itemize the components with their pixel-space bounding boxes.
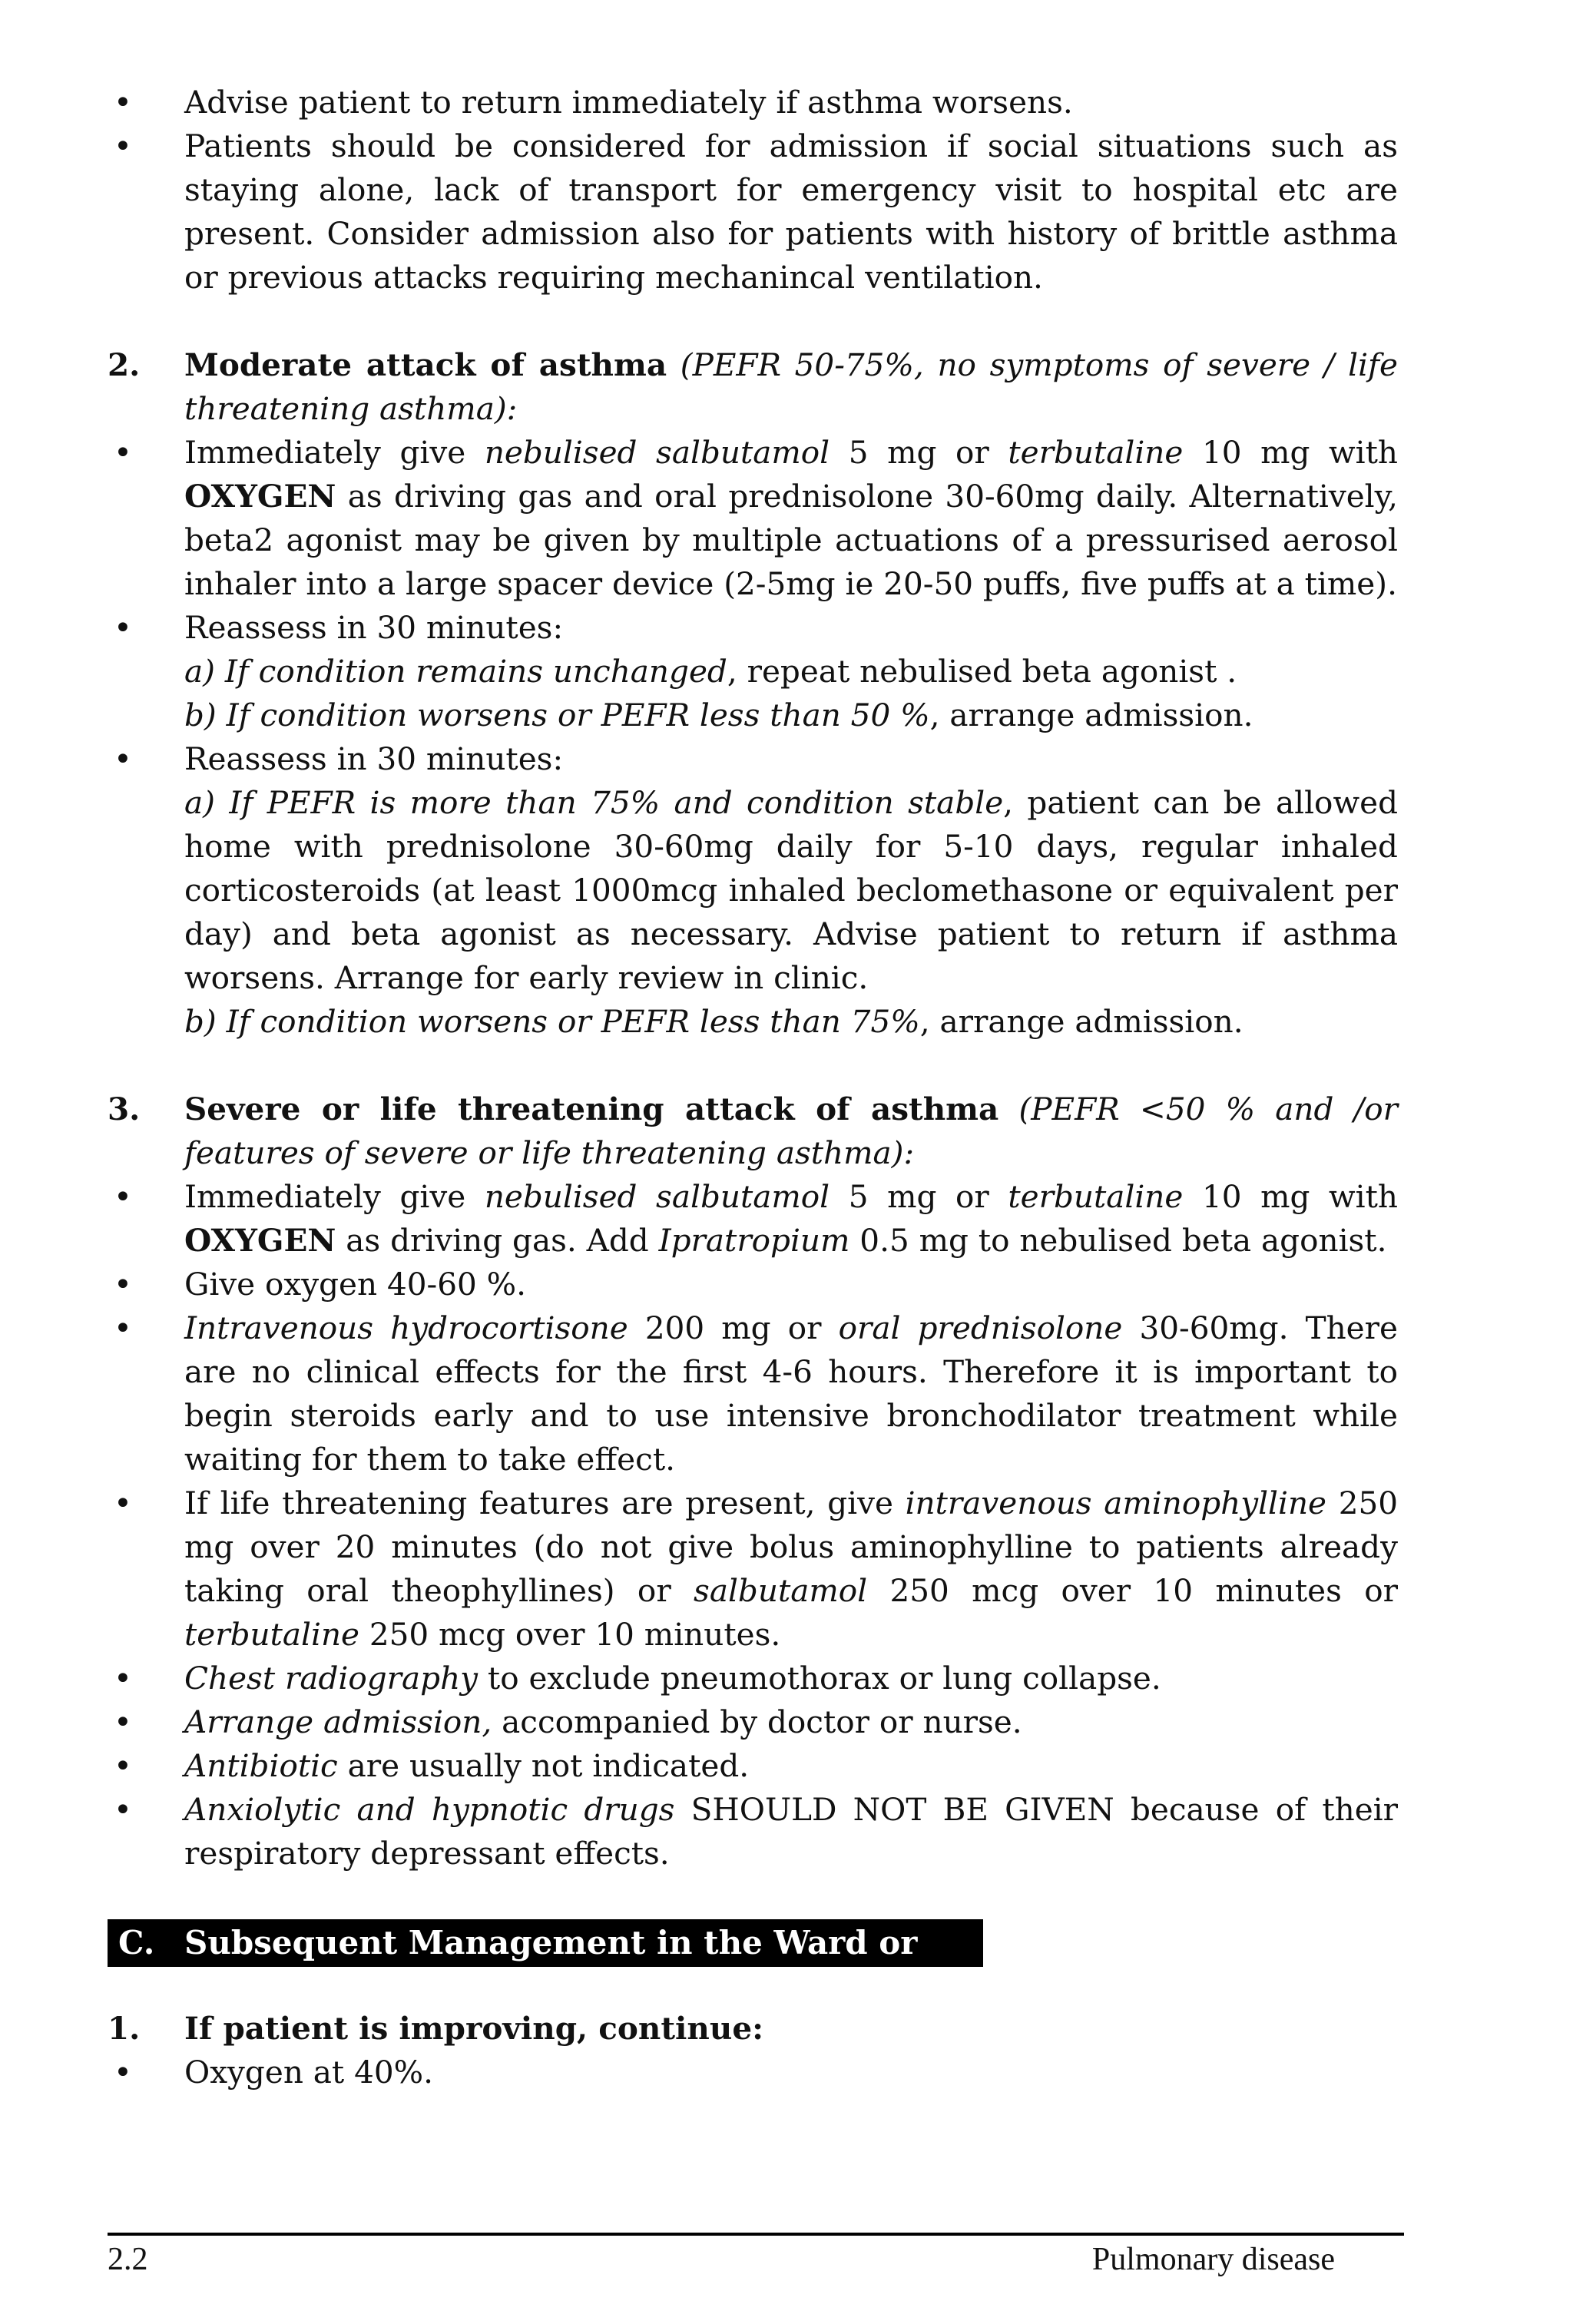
list-item xyxy=(108,1175,1398,1263)
text-run: accompanied by doctor or nurse. xyxy=(492,1703,1022,1740)
section-c-banner xyxy=(108,1919,983,2009)
list-item xyxy=(108,81,1398,124)
drug-name: intravenous aminophylline xyxy=(905,1485,1327,1521)
drug-name: terbutaline xyxy=(184,1616,359,1653)
list-item xyxy=(108,431,1398,606)
list-item xyxy=(108,1263,1398,1306)
drug-name: nebulised salbutamol xyxy=(484,434,830,471)
list-item xyxy=(108,1744,1398,1788)
text-run: 10 mg with xyxy=(1183,1178,1398,1215)
condition-text: b) If condition worsens or PEFR less than 50 % xyxy=(184,697,930,733)
text-run: If life threatening features are present, give xyxy=(184,1485,906,1521)
drug-name: Ipratropium xyxy=(658,1222,850,1259)
footer-divider xyxy=(108,2233,1404,2236)
text-run: to exclude pneumothorax or lung collapse. xyxy=(478,1660,1161,1697)
text-run: 10 mg with xyxy=(1183,434,1398,471)
bullet-marker: • xyxy=(114,84,132,121)
drug-name: Intravenous hydrocortisone xyxy=(184,1309,628,1346)
list-item xyxy=(108,1481,1398,1657)
text-run: , repeat nebulised beta agonist . xyxy=(727,653,1237,690)
bullet-marker: • xyxy=(114,1309,132,1346)
list-item xyxy=(108,1657,1398,1700)
heading-number: 3. xyxy=(108,1091,141,1127)
text-run: 200 mg or xyxy=(628,1309,839,1346)
list-item xyxy=(108,2051,1398,2094)
list-item xyxy=(108,606,1398,737)
heading-qualifier: (PEFR <50 % and /or features of severe or life threatening asthma): xyxy=(184,1091,1399,1171)
bullet-marker: • xyxy=(114,609,132,646)
page-number: 2.2 xyxy=(108,2242,148,2277)
text-run: 250 mg over 20 minutes (do not give bolus aminophylline to patients already taking oral theophyllines) or xyxy=(184,1485,1398,1609)
paragraph-text: Advise patient to return immediately if asthma worsens. xyxy=(184,84,1073,121)
sub-item xyxy=(184,694,1398,737)
condition-text: b) If condition worsens or PEFR less than 75% xyxy=(184,1003,920,1040)
bullet-marker: • xyxy=(114,740,132,777)
text-run: Reassess in 30 minutes: xyxy=(184,609,564,646)
text-run: Give oxygen 40-60 %. xyxy=(184,1266,526,1303)
text-run: 250 mcg over 10 minutes. xyxy=(359,1616,781,1653)
text-run: Immediately give xyxy=(184,434,485,471)
list-item xyxy=(108,1306,1398,1481)
emphasis-text: OXYGEN xyxy=(184,478,336,515)
heading-title: Severe or life threatening attack of asthma xyxy=(184,1091,999,1127)
spacer xyxy=(108,1044,1398,1088)
text-run: , arrange admission. xyxy=(919,1003,1243,1040)
emphasis-text: OXYGEN xyxy=(184,1222,336,1259)
emphasis-text: Antibiotic xyxy=(184,1747,338,1784)
section-letter: C. xyxy=(118,1924,155,1961)
text-run: 250 mcg over 10 minutes or xyxy=(867,1572,1398,1609)
sub-item xyxy=(184,1000,1398,1044)
condition-text: a) If PEFR is more than 75% and condition stable xyxy=(184,784,1004,821)
bullet-marker: • xyxy=(114,1266,132,1303)
list-item xyxy=(108,124,1398,300)
text-run: 5 mg or xyxy=(830,434,1008,471)
text-run: as driving gas and oral prednisolone 30-60mg daily. Alternatively, beta2 agonist may be given by multiple actuations of a pressurised aerosol inhaler into a large spacer device (2-5mg ie 20-50 puffs, five puffs at a time). xyxy=(184,478,1398,602)
text-run: 5 mg or xyxy=(830,1178,1008,1215)
drug-name: oral prednisolone xyxy=(838,1309,1123,1346)
page-content xyxy=(108,81,1398,2094)
drug-name: nebulised salbutamol xyxy=(484,1178,830,1215)
bullet-marker: • xyxy=(114,1703,132,1740)
bullet-marker: • xyxy=(114,1485,132,1521)
drug-name: terbutaline xyxy=(1008,1178,1184,1215)
emphasis-text: Chest radiography xyxy=(184,1660,479,1697)
list-item xyxy=(108,1788,1398,1875)
paragraph-text: Patients should be considered for admission if social situations such as staying alone, lack of transport for emergency visit to hospital etc are present. Consider admission also for patients with history of brittle asthma or previous attacks requiring mechanincal ventilation. xyxy=(184,127,1398,296)
condition-text: a) If condition remains unchanged xyxy=(184,653,727,690)
sub-item xyxy=(184,781,1398,1000)
heading-title: If patient is improving, continue: xyxy=(184,2010,764,2047)
heading-number: 1. xyxy=(108,2010,141,2047)
emphasis-text: Anxiolytic and hypnotic drugs xyxy=(184,1791,675,1828)
drug-name: terbutaline xyxy=(1008,434,1184,471)
bullet-marker: • xyxy=(114,1178,132,1215)
text-run: , arrange admission. xyxy=(929,697,1253,733)
chapter-title: Pulmonary disease xyxy=(1091,2242,1335,2277)
list-item xyxy=(108,1700,1398,1744)
text-run: are usually not indicated. xyxy=(337,1747,750,1784)
drug-name: salbutamol xyxy=(694,1572,868,1609)
spacer xyxy=(108,300,1398,343)
bullet-marker: • xyxy=(114,434,132,471)
section-heading-moderate xyxy=(108,343,1398,431)
text-run: , patient can be allowed home with prednisolone 30-60mg daily for 5-10 days, regular inhaled corticosteroids (at least 1000mcg inhaled beclomethasone or equivalent per day) and beta agonist as necessary. Advise patient to return if asthma worsens. Arrange for early review in clinic. xyxy=(184,784,1398,996)
sub-item xyxy=(184,650,1398,694)
bullet-marker: • xyxy=(114,1747,132,1784)
section-heading-severe xyxy=(108,1088,1398,1175)
text-run: SHOULD NOT BE GIVEN because of their respiratory depressant effects. xyxy=(184,1791,1398,1872)
heading-title: Moderate attack of asthma xyxy=(184,346,667,383)
text-run: Oxygen at 40%. xyxy=(184,2054,433,2091)
section-heading-improving xyxy=(108,2007,1398,2051)
spacer xyxy=(108,1875,1398,1919)
bullet-marker: • xyxy=(114,1660,132,1697)
text-run: 0.5 mg to nebulised beta agonist. xyxy=(849,1222,1387,1259)
bullet-marker: • xyxy=(114,127,132,164)
list-item xyxy=(108,737,1398,1044)
emphasis-text: Arrange admission, xyxy=(184,1703,492,1740)
text-run: Immediately give xyxy=(184,1178,485,1215)
text-run: as driving gas. Add xyxy=(336,1222,659,1259)
heading-qualifier: (PEFR 50-75%, no symptoms of severe / life threatening asthma): xyxy=(184,346,1398,427)
text-run: Reassess in 30 minutes: xyxy=(184,740,564,777)
section-title: Subsequent Management in the Ward or ICU xyxy=(184,1924,918,2009)
heading-number: 2. xyxy=(108,346,141,383)
bullet-marker: • xyxy=(114,1791,132,1828)
bullet-marker: • xyxy=(114,2054,132,2091)
text-run: 30-60mg. There are no clinical effects for the first 4-6 hours. Therefore it is important to begin steroids early and to use intensive bronchodilator treatment while waiting for them to take effect. xyxy=(184,1309,1398,1478)
